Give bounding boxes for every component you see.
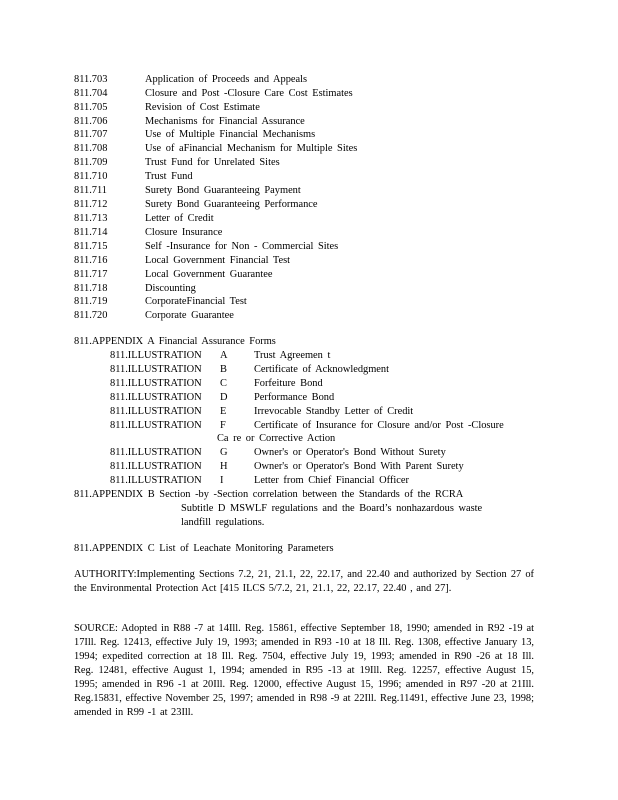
illustration-label: 811.ILLUSTRATION	[110, 350, 202, 361]
illustration-letter: F	[220, 420, 226, 431]
illustration-letter: G	[220, 447, 228, 458]
illustration-f-continuation: Ca re or Corrective Action	[217, 433, 336, 444]
section-title: Mechanisms for Financial Assurance	[145, 116, 305, 127]
section-title: Local Government Guarantee	[145, 269, 273, 280]
section-title: Trust Fund for Unrelated Sites	[145, 157, 280, 168]
illustration-title: Certificate of Acknowledgment	[254, 364, 389, 375]
illustration-label: 811.ILLUSTRATION	[110, 461, 202, 472]
illustration-title: Trust Agreemen t	[254, 350, 331, 361]
illustration-letter: A	[220, 350, 228, 361]
illustration-letter: D	[220, 392, 228, 403]
section-title: Closure and Post -Closure Care Cost Estimates	[145, 88, 353, 99]
section-title: Application of Proceeds and Appeals	[145, 74, 308, 85]
section-title: Closure Insurance	[145, 227, 223, 238]
illustration-letter: C	[220, 378, 227, 389]
illustration-label: 811.ILLUSTRATION	[110, 378, 202, 389]
section-title: Surety Bond Guaranteeing Performance	[145, 199, 318, 210]
illustration-label: 811.ILLUSTRATION	[110, 420, 202, 431]
section-number: 811.718	[74, 283, 108, 294]
section-title: Letter of Credit	[145, 213, 214, 224]
section-number: 811.711	[74, 185, 107, 196]
illustration-title: Owner's or Operator's Bond With Parent Surety	[254, 461, 464, 472]
section-number: 811.709	[74, 157, 108, 168]
section-title: Use of aFinancial Mechanism for Multiple Sites	[145, 143, 358, 154]
section-number: 811.719	[74, 296, 108, 307]
illustration-title: Forfeiture Bond	[254, 378, 323, 389]
section-title: Discounting	[145, 283, 196, 294]
illustration-title: Irrevocable Standby Letter of Credit	[254, 406, 414, 417]
appendix-c-heading: 811.APPENDIX C List of Leachate Monitoring Parameters	[74, 543, 334, 554]
section-number: 811.716	[74, 255, 108, 266]
section-number: 811.708	[74, 143, 108, 154]
section-title: CorporateFinancial Test	[145, 296, 247, 307]
section-title: Revision of Cost Estimate	[145, 102, 260, 113]
appendix-b-line: landfill regulations.	[181, 517, 265, 528]
section-number: 811.715	[74, 241, 108, 252]
illustration-title: Certificate of Insurance for Closure and/or Post -Closure	[254, 420, 504, 431]
illustration-label: 811.ILLUSTRATION	[110, 364, 202, 375]
illustration-letter: H	[220, 461, 228, 472]
source-paragraph: SOURCE: Adopted in R88 -7 at 14Ill. Reg. 15861, effective September 18, 1990; amended in R92 -19 at 17Ill. Reg. 12413, effective July 19, 1993; amended in R93 -10 at 18 Ill. Reg. 1308, effective January 13, 1994; expedited correction at 18 Ill. Reg. 7504, effective July 19, 1993; amended in R90 -26 at 18 Ill. Reg. 12481, effective August 1, 1994; amended in R95 -13 at 19Ill. Reg. 12257, effective August 15, 1995; amended in R96 -1 at 20Ill. Reg. 12000, effective August 15, 1996; amended in R97 -20 at 21Ill. Reg.15831, effective November 25, 1997; amended in R98 -9 at 22Ill. Reg.11491, effective June 23, 1998; amended in R99 -1 at 23Ill.	[74, 623, 534, 718]
section-number: 811.713	[74, 213, 108, 224]
section-number: 811.707	[74, 129, 108, 140]
illustration-label: 811.ILLUSTRATION	[110, 406, 202, 417]
illustration-letter: I	[220, 475, 224, 486]
section-number: 811.705	[74, 102, 108, 113]
section-number: 811.712	[74, 199, 108, 210]
section-number: 811.720	[74, 310, 108, 321]
section-number: 811.706	[74, 116, 108, 127]
section-title: Corporate Guarantee	[145, 310, 234, 321]
section-number: 811.710	[74, 171, 108, 182]
section-title: Use of Multiple Financial Mechanisms	[145, 129, 316, 140]
illustration-letter: B	[220, 364, 227, 375]
authority-paragraph: AUTHORITY:Implementing Sections 7.2, 21, 21.1, 22, 22.17, and 22.40 and authorized by Section 27 of the Environmental Protection Act [415 ILCS 5/7.2, 21, 21.1, 22, 22.17, 22.40 , and 27].	[74, 569, 534, 594]
section-title: Surety Bond Guaranteeing Payment	[145, 185, 301, 196]
section-number: 811.714	[74, 227, 108, 238]
illustration-label: 811.ILLUSTRATION	[110, 447, 202, 458]
appendix-b-line: Subtitle D MSWLF regulations and the Board’s nonhazardous waste	[181, 503, 483, 514]
illustration-title: Letter from Chief Financial Officer	[254, 475, 409, 486]
section-number: 811.703	[74, 74, 108, 85]
section-title: Local Government Financial Test	[145, 255, 291, 266]
section-number: 811.704	[74, 88, 108, 99]
illustration-letter: E	[220, 406, 227, 417]
illustration-title: Performance Bond	[254, 392, 335, 403]
appendix-b-line: 811.APPENDIX B Section -by -Section correlation between the Standards of the RCRA	[74, 489, 464, 500]
section-number: 811.717	[74, 269, 108, 280]
illustration-title: Owner's or Operator's Bond Without Surety	[254, 447, 446, 458]
section-title: Trust Fund	[145, 171, 193, 182]
illustration-label: 811.ILLUSTRATION	[110, 392, 202, 403]
appendix-a-heading: 811.APPENDIX A Financial Assurance Forms	[74, 336, 276, 347]
section-title: Self -Insurance for Non - Commercial Sites	[145, 241, 339, 252]
illustration-label: 811.ILLUSTRATION	[110, 475, 202, 486]
